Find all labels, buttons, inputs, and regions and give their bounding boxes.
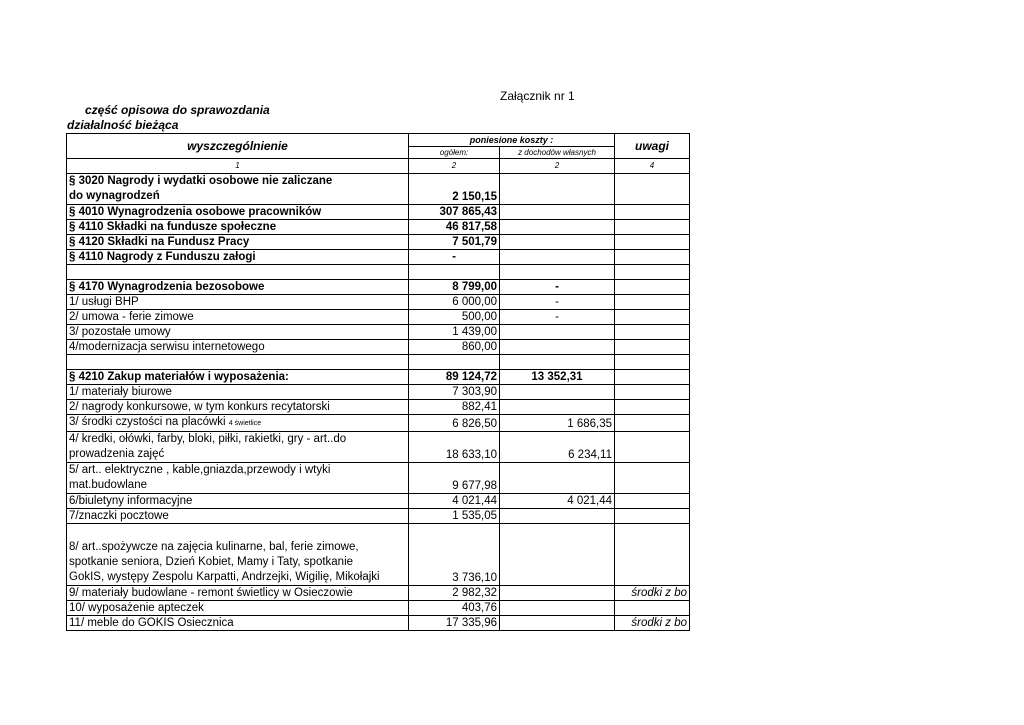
table-row: [67, 463, 690, 494]
report-subtitle: część opisowa do sprawozdania: [85, 103, 270, 117]
row-own: [500, 340, 615, 355]
row-total: 7 303,90: [409, 385, 500, 400]
row-desc: § 4170 Wynagrodzenia bezosobowe: [67, 280, 409, 295]
table-row: [67, 601, 690, 616]
row-own: [500, 325, 615, 340]
row-note: [615, 220, 690, 235]
row-note: [615, 415, 690, 432]
row-note: [615, 235, 690, 250]
row-desc-note: 4 świetlice: [228, 420, 262, 427]
row-own: [500, 400, 615, 415]
row-total: 2 982,32: [409, 586, 500, 601]
row-total: 18 633,10: [409, 432, 500, 463]
row-total: 89 124,72: [409, 370, 500, 385]
row-total: 860,00: [409, 340, 500, 355]
row-desc: 4/modernizacja serwisu internetowego: [67, 340, 409, 355]
row-own: [500, 235, 615, 250]
row-note: [615, 385, 690, 400]
row-note: [615, 463, 690, 494]
row-total: 403,76: [409, 601, 500, 616]
row-note: [615, 400, 690, 415]
row-note: [615, 310, 690, 325]
row-note: [615, 524, 690, 586]
table-row: [67, 310, 690, 325]
row-desc: 4/ kredki, ołówki, farby, bloki, piłki, rakietki, gry - art..do prowadzenia zajęć: [67, 432, 409, 463]
row-own: -: [500, 295, 615, 310]
row-desc: 10/ wyposażenie apteczek: [67, 601, 409, 616]
table-row: [67, 385, 690, 400]
row-note: [615, 205, 690, 220]
empty-row: [67, 355, 690, 370]
row-total: 2 150,15: [409, 174, 500, 205]
row-own: [500, 616, 615, 631]
row-desc: 2/ nagrody konkursowe, w tym konkurs recytatorski: [67, 400, 409, 415]
column-numbers-row: [67, 159, 690, 174]
row-total: 46 817,58: [409, 220, 500, 235]
row-total: 882,41: [409, 400, 500, 415]
col-number: 4: [615, 159, 690, 174]
table-row: [67, 415, 690, 432]
table-row: [67, 432, 690, 463]
col-header-own: z dochodów własnych: [500, 147, 615, 159]
row-own: 13 352,31: [500, 370, 615, 385]
section-title: działalność bieżąca: [67, 118, 179, 132]
row-own: 1 686,35: [500, 415, 615, 432]
row-own: [500, 385, 615, 400]
row-total: 7 501,79: [409, 235, 500, 250]
row-note: [615, 509, 690, 524]
row-desc: § 4110 Nagrody z Funduszu załogi: [67, 250, 409, 265]
row-total: 17 335,96: [409, 616, 500, 631]
table-row: [67, 174, 690, 205]
row-note: środki z bo: [615, 616, 690, 631]
row-note: [615, 370, 690, 385]
col-header-notes: uwagi: [615, 134, 690, 159]
row-own: -: [500, 310, 615, 325]
table-row: [67, 205, 690, 220]
row-own: [500, 509, 615, 524]
row-own: -: [500, 280, 615, 295]
col-number: 2: [409, 159, 500, 174]
row-desc: § 4210 Zakup materiałów i wyposażenia:: [67, 370, 409, 385]
col-number: 2: [500, 159, 615, 174]
row-desc: § 3020 Nagrody i wydatki osobowe nie zaliczane do wynagrodzeń: [67, 174, 409, 205]
row-note: [615, 250, 690, 265]
row-own: 4 021,44: [500, 494, 615, 509]
row-own: [500, 524, 615, 586]
row-desc: § 4120 Składki na Fundusz Pracy: [67, 235, 409, 250]
table-row: [67, 325, 690, 340]
row-note: [615, 295, 690, 310]
table-row: [67, 616, 690, 631]
row-desc: 3/ środki czystości na placówki 4 świetlice: [67, 415, 409, 432]
row-own: [500, 601, 615, 616]
row-note: [615, 432, 690, 463]
table-row: [67, 250, 690, 265]
row-note: [615, 340, 690, 355]
table-row: [67, 235, 690, 250]
row-note: [615, 601, 690, 616]
row-desc: 7/znaczki pocztowe: [67, 509, 409, 524]
row-own: [500, 174, 615, 205]
table-row: [67, 370, 690, 385]
table-row: [67, 494, 690, 509]
attachment-label: Załącznik nr 1: [500, 89, 575, 103]
row-desc: 3/ pozostałe umowy: [67, 325, 409, 340]
row-desc: 5/ art.. elektryczne , kable,gniazda,przewody i wtyki mat.budowlane: [67, 463, 409, 494]
row-own: [500, 250, 615, 265]
row-total: 6 826,50: [409, 415, 500, 432]
row-total: 8 799,00: [409, 280, 500, 295]
row-total: 1 439,00: [409, 325, 500, 340]
row-own: [500, 220, 615, 235]
row-note: środki z bo: [615, 586, 690, 601]
row-total: 500,00: [409, 310, 500, 325]
expense-table: [66, 133, 690, 631]
row-desc: 1/ usługi BHP: [67, 295, 409, 310]
row-total: 307 865,43: [409, 205, 500, 220]
row-note: [615, 494, 690, 509]
table-row: [67, 400, 690, 415]
row-desc: 1/ materiały biurowe: [67, 385, 409, 400]
row-total: 4 021,44: [409, 494, 500, 509]
row-own: [500, 463, 615, 494]
table-row: [67, 586, 690, 601]
row-desc: 2/ umowa - ferie zimowe: [67, 310, 409, 325]
row-desc: 9/ materiały budowlane - remont świetlicy w Osieczowie: [67, 586, 409, 601]
row-total: 3 736,10: [409, 524, 500, 586]
header-row: [67, 134, 690, 147]
table-row: [67, 509, 690, 524]
table-row: [67, 295, 690, 310]
row-desc: 11/ meble do GOKIS Osiecznica: [67, 616, 409, 631]
col-header-desc: wyszczególnienie: [67, 134, 409, 159]
table-row: [67, 220, 690, 235]
row-note: [615, 174, 690, 205]
table-row: [67, 340, 690, 355]
row-own: 6 234,11: [500, 432, 615, 463]
row-total: 9 677,98: [409, 463, 500, 494]
row-own: [500, 586, 615, 601]
row-desc: § 4110 Składki na fundusze społeczne: [67, 220, 409, 235]
col-header-costs: poniesione koszty :: [409, 134, 615, 147]
row-total: 1 535,05: [409, 509, 500, 524]
col-header-total: ogółem:: [409, 147, 500, 159]
row-own: [500, 205, 615, 220]
row-note: [615, 325, 690, 340]
col-number: 1: [67, 159, 409, 174]
row-desc: 8/ art..spożywcze na zajęcia kulinarne, bal, ferie zimowe, spotkanie seniora, Dzień Kobiet, Mamy i Taty, spotkanie GokIS, występy Zespolu Karpatti, Andrzejki, Wigilię, Mikołajki: [67, 524, 409, 586]
row-total: -: [409, 250, 500, 265]
row-total: 6 000,00: [409, 295, 500, 310]
empty-row: [67, 265, 690, 280]
row-note: [615, 280, 690, 295]
table-row: [67, 524, 690, 586]
row-desc: 6/biuletyny informacyjne: [67, 494, 409, 509]
table-row: [67, 280, 690, 295]
row-desc: § 4010 Wynagrodzenia osobowe pracowników: [67, 205, 409, 220]
